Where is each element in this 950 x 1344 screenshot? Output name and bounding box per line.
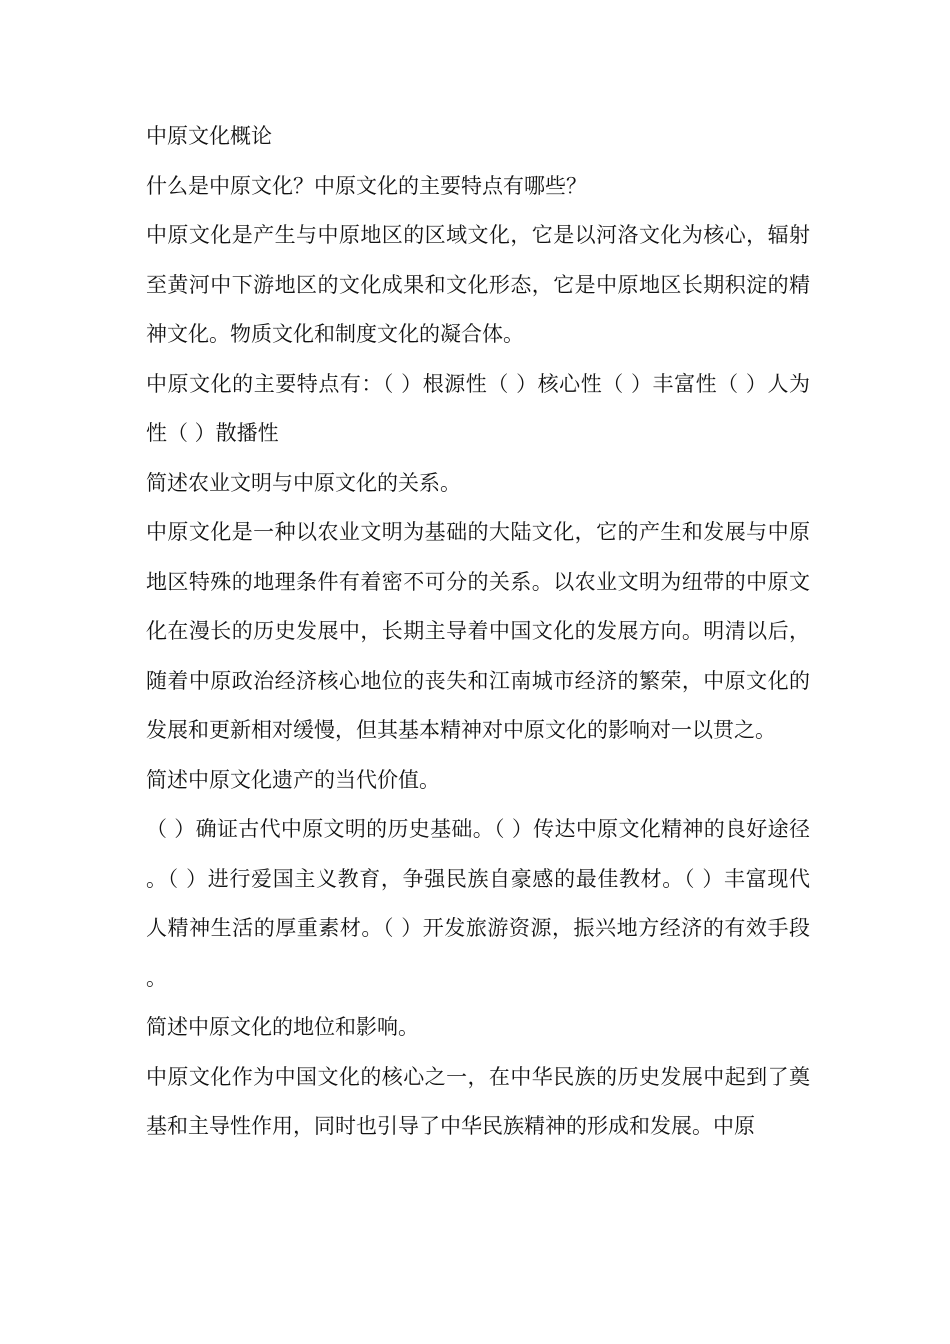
answer-heritage-paragraph: （ ）确证古代中原文明的历史基础。（ ）传达中原文化精神的良好途径。（ ）进行爱国主义教育，争强民族自豪感的最佳教材。（ ）丰富现代人精神生活的厚重素材。（ ）开发旅游资源，振兴地方经济的有效手段。 bbox=[146, 817, 810, 990]
answer-agriculture-paragraph: 中原文化是一种以农业文明为基础的大陆文化，它的产生和发展与中原地区特殊的地理条件有着密不可分的关系。以农业文明为纽带的中原文化在漫长的历史发展中，长期主导着中国文化的发展方向。明清以后，随着中原政治经济核心地位的丧失和江南城市经济的繁荣，中原文化的发展和更新相对缓慢，但其基本精神对中原文化的影响对一以贯之。 bbox=[146, 520, 810, 742]
question-heritage-value: 简述中原文化遗产的当代价值。 bbox=[146, 767, 440, 792]
document-title: 中原文化概论 bbox=[146, 124, 272, 148]
question-what-is-central-plains-culture: 什么是中原文化？中原文化的主要特点有哪些？ bbox=[146, 173, 587, 198]
question-status-influence: 简述中原文化的地位和影响。 bbox=[146, 1015, 419, 1039]
answer-characteristics-paragraph: 中原文化的主要特点有：（ ）根源性（ ）核心性（ ）丰富性（ ）人为性（ ）散播性 bbox=[146, 371, 810, 445]
answer-status-paragraph: 中原文化作为中国文化的核心之一，在中华民族的历史发展中起到了奠基和主导性作用，同时也引导了中华民族精神的形成和发展。中原 bbox=[146, 1064, 810, 1138]
document-body bbox=[146, 112, 810, 1152]
question-agriculture-relationship: 简述农业文明与中原文化的关系。 bbox=[146, 470, 461, 495]
answer-definition-paragraph: 中原文化是产生与中原地区的区域文化，它是以河洛文化为核心，辐射至黄河中下游地区的文化成果和文化形态，它是中原地区长期积淀的精神文化。物质文化和制度文化的凝合体。 bbox=[146, 223, 810, 346]
